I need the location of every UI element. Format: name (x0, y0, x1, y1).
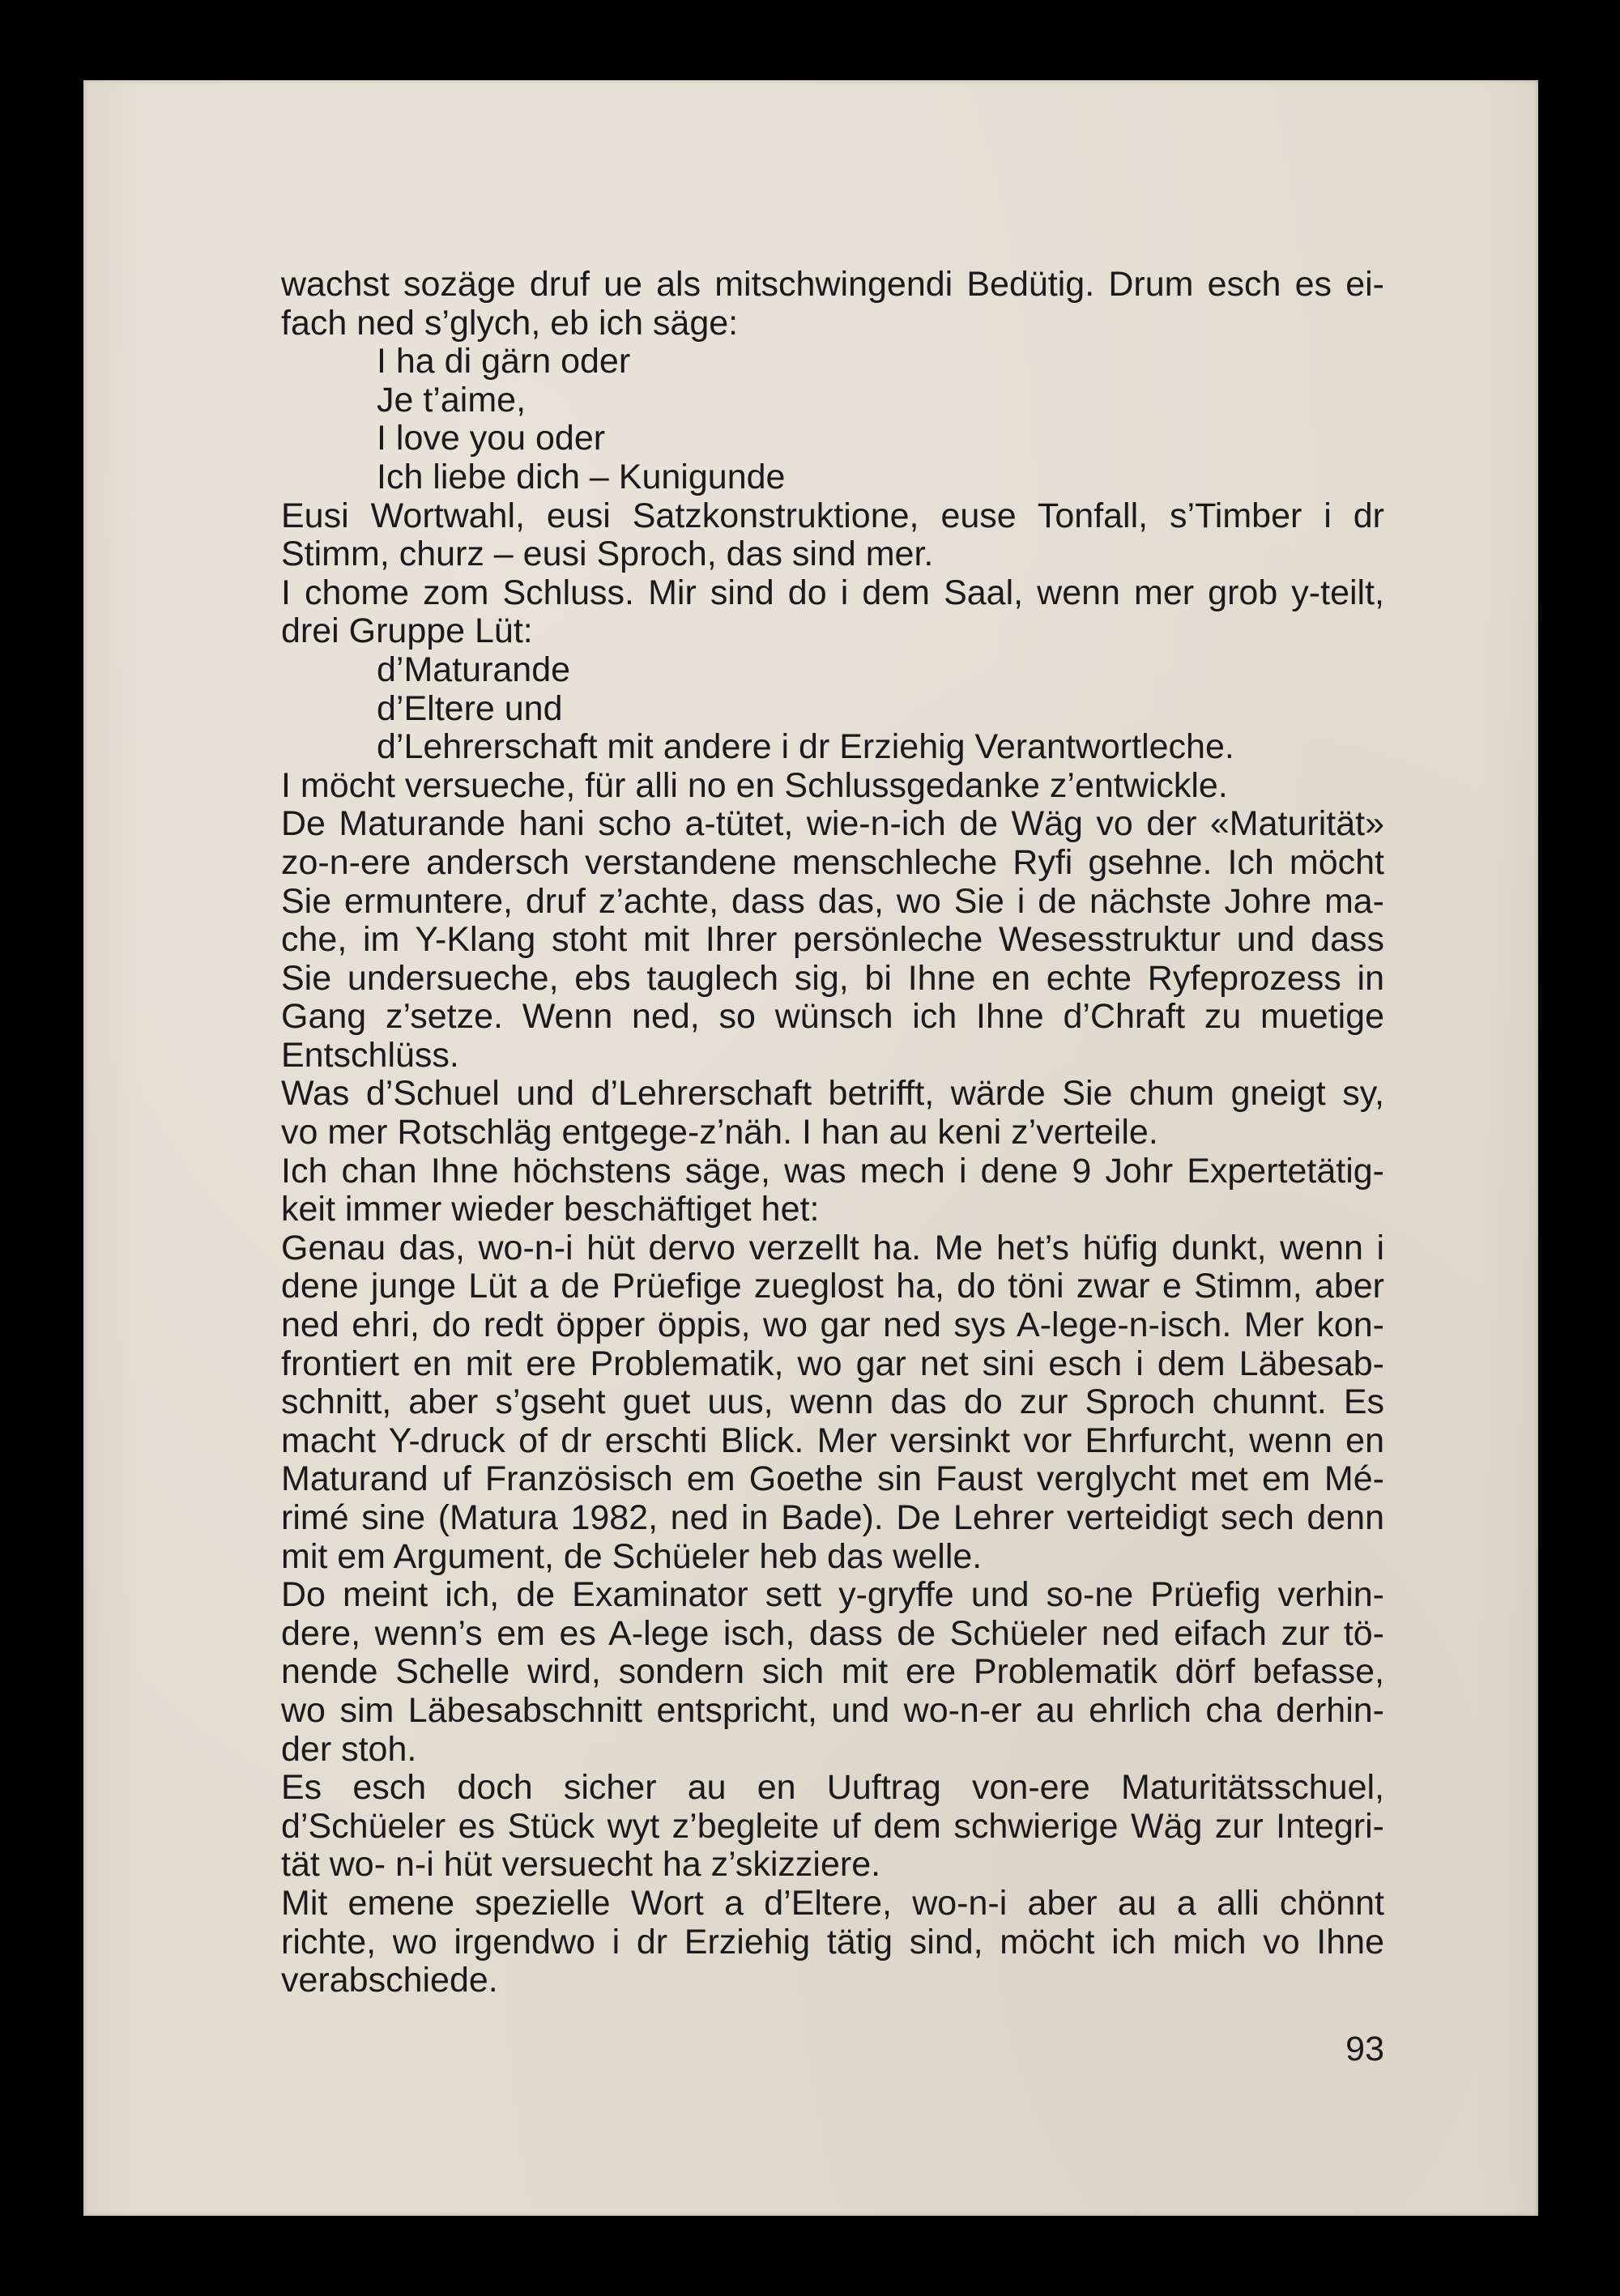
paragraph (281, 805, 1384, 1075)
indented-lines (281, 343, 1384, 496)
text-line: der stoh. (281, 1729, 417, 1769)
text-line: d’Schüeler es Stück wyt z’begleite uf dem schwierige Wäg zur Integri- (281, 1806, 1384, 1846)
text-line: rimé sine (Matura 1982, ned in Bade). De Lehrer verteidigt sech denn (281, 1498, 1384, 1537)
paragraph (281, 1229, 1384, 1576)
text-line: Ich chan Ihne höchstens säge, was mech i dene 9 Johr Expertetätig- (281, 1151, 1384, 1191)
text-line: richte, wo irgendwo i dr Erziehig tätig sind, möcht ich mich vo Ihne (281, 1922, 1384, 1962)
text-line: Genau das, wo-n-i hüt dervo verzellt ha. Me het’s hüfig dunkt, wenn i (281, 1228, 1384, 1267)
text-line: dere, wenn’s em es A-lege isch, dass de Schüeler ned eifach zur tö- (281, 1613, 1384, 1653)
paragraph (281, 1152, 1384, 1229)
text-line: zo-n-ere andersch verstandene menschleche Ryfi gsehne. Ich möcht (281, 842, 1384, 882)
text-line: nende Schelle wird, sondern sich mit ere Problematik dörf befasse, (281, 1652, 1384, 1692)
text-line: Maturand uf Französisch em Goethe sin Faust verglycht met em Mé- (281, 1459, 1384, 1499)
text-line: Do meint ich, de Examinator sett y-gryffe und so-ne Prüefig verhin- (281, 1575, 1384, 1615)
page-number: 93 (1345, 2030, 1384, 2068)
paragraph (281, 1885, 1384, 2000)
paragraph (281, 497, 1384, 574)
text-line: Es esch doch sicher au en Uuftrag von-ere Maturitätsschuel, (281, 1768, 1384, 1808)
text-line: drei Gruppe Lüt: (281, 611, 533, 651)
text-line: Gang z’setze. Wenn ned, so wünsch ich Ihne d’Chraft zu muetige (281, 997, 1384, 1037)
book-page (83, 80, 1538, 2216)
text-line: I chome zom Schluss. Mir sind do i dem Saal, wenn mer grob y-teilt, (281, 573, 1384, 612)
text-line: schnitt, aber s’gseht guet uus, wenn das do zur Sproch chunnt. Es (281, 1382, 1384, 1422)
indented-line: d’Lehrerschaft mit andere i dr Erziehig Verantwortleche. (377, 727, 1234, 767)
text-line: Mit emene spezielle Wort a d’Eltere, wo-n-i aber au a alli chönnt (281, 1883, 1384, 1923)
text-line: Was d’Schuel und d’Lehrerschaft betrifft, wärde Sie chum gneigt sy, (281, 1074, 1384, 1114)
indented-line: d’Maturande (377, 650, 571, 689)
paragraph (281, 1769, 1384, 1885)
text-line: wo sim Läbesabschnitt entspricht, und wo-n-er au ehrlich cha derhin- (281, 1690, 1384, 1730)
text-line: fach ned s’glych, eb ich säge: (281, 303, 739, 343)
indented-line: Ich liebe dich – Kunigunde (377, 457, 786, 496)
text-line: che, im Y-Klang stoht mit Ihrer persönleche Wesesstruktur und dass (281, 920, 1384, 960)
text-line: Sie ermuntere, druf z’achte, dass das, wo Sie i de nächste Johre ma- (281, 881, 1384, 921)
indented-line: d’Eltere und (377, 688, 563, 728)
text-line: tät wo- n-i hüt versuecht ha z’skizziere. (281, 1845, 881, 1885)
text-line: Stimm, churz – eusi Sproch, das sind mer. (281, 535, 934, 574)
paragraph (281, 1075, 1384, 1152)
paragraph (281, 266, 1384, 343)
text-line: De Maturande hani scho a-tütet, wie-n-ich de Wäg vo der «Maturität» (281, 804, 1384, 844)
indented-lines (281, 651, 1384, 767)
paragraph (281, 574, 1384, 651)
paragraph (281, 1576, 1384, 1769)
text-line: macht Y-druck of dr erschti Blick. Mer versinkt vor Ehrfurcht, wenn en (281, 1421, 1384, 1460)
text-line: Sie undersueche, ebs tauglech sig, bi Ihne en echte Ryfeprozess in (281, 958, 1384, 998)
text-line: frontiert en mit ere Problematik, wo gar net sini esch i dem Läbesab- (281, 1344, 1384, 1383)
text-line: wachst sozäge druf ue als mitschwingendi Bedütig. Drum esch es ei- (281, 265, 1384, 304)
text-line: dene junge Lüt a de Prüefige zueglost ha, do töni zwar e Stimm, aber (281, 1267, 1384, 1306)
indented-line: Je t’aime, (377, 380, 526, 420)
text-line: keit immer wieder beschäftiget het: (281, 1190, 820, 1229)
text-line: ned ehri, do redt öpper öppis, wo gar ned sys A-lege-n-isch. Mer kon- (281, 1306, 1384, 1345)
text-line: vo mer Rotschläg entgege-z’näh. I han au keni z’verteile. (281, 1113, 1158, 1152)
text-line: I möcht versueche, für alli no en Schlussgedanke z’entwickle. (281, 765, 1228, 805)
text-line: Entschlüss. (281, 1035, 459, 1075)
indented-line: I ha di gärn oder (377, 342, 631, 381)
text-line: mit em Argument, de Schüeler heb das welle. (281, 1536, 983, 1576)
text-line: verabschiede. (281, 1961, 498, 2000)
indented-line: I love you oder (377, 419, 606, 458)
paragraph (281, 767, 1384, 806)
body-text (281, 266, 1384, 2000)
text-line: Eusi Wortwahl, eusi Satzkonstruktione, euse Tonfall, s’Timber i dr (281, 496, 1384, 535)
